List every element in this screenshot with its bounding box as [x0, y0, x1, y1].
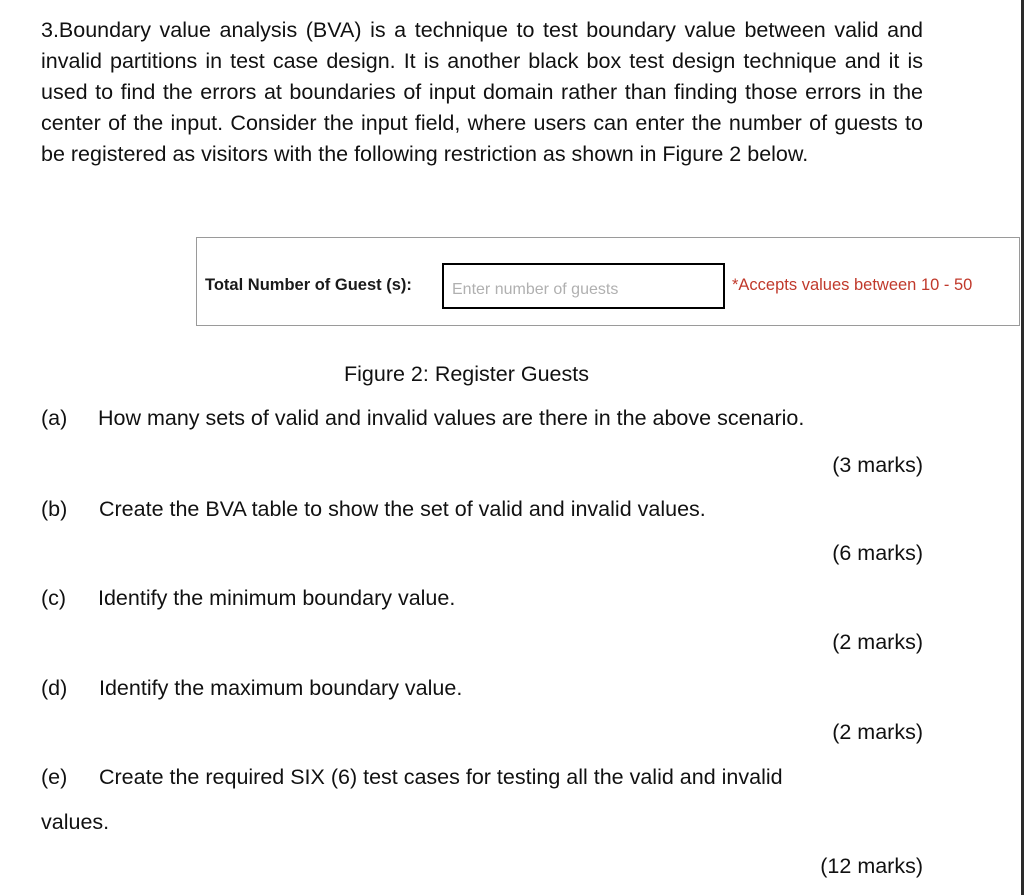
question-e-label: (e): [41, 765, 68, 789]
question-d-label: (d): [41, 676, 68, 700]
question-b-label: (b): [41, 497, 68, 521]
question-a-label: (a): [41, 406, 68, 430]
question-e-text: Create the required SIX (6) test cases for testing all the valid and invalid: [99, 765, 783, 789]
question-d-text: Identify the maximum boundary value.: [99, 676, 463, 700]
question-d-marks: (2 marks): [832, 720, 923, 744]
question-c-text: Identify the minimum boundary value.: [98, 586, 456, 610]
question-intro: 3.Boundary value analysis (BVA) is a technique to test boundary value between valid and invalid partitions in test case design. It is another black box test design technique and it is used to find the errors at boundaries of input domain rather than finding those errors in the center of the input. Consider the input field, where users can enter the number of guests to be registered as visitors with the following restriction as shown in Figure 2 below.: [41, 18, 923, 166]
figure-register-guests: [196, 237, 1020, 326]
question-b-text: Create the BVA table to show the set of valid and invalid values.: [99, 497, 706, 521]
question-e-marks: (12 marks): [820, 854, 923, 878]
figure-caption: Figure 2: Register Guests: [344, 362, 589, 386]
guest-count-input[interactable]: [442, 263, 725, 309]
constraint-note: *Accepts values between 10 - 50: [732, 276, 973, 294]
guest-count-label: Total Number of Guest (s):: [205, 276, 412, 294]
question-a-marks: (3 marks): [832, 453, 923, 477]
question-e-continuation: values.: [41, 810, 110, 834]
question-c-label: (c): [41, 586, 67, 610]
question-b-marks: (6 marks): [832, 541, 923, 565]
question-c-marks: (2 marks): [832, 630, 923, 654]
question-a-text: How many sets of valid and invalid values are there in the above scenario.: [98, 406, 805, 430]
